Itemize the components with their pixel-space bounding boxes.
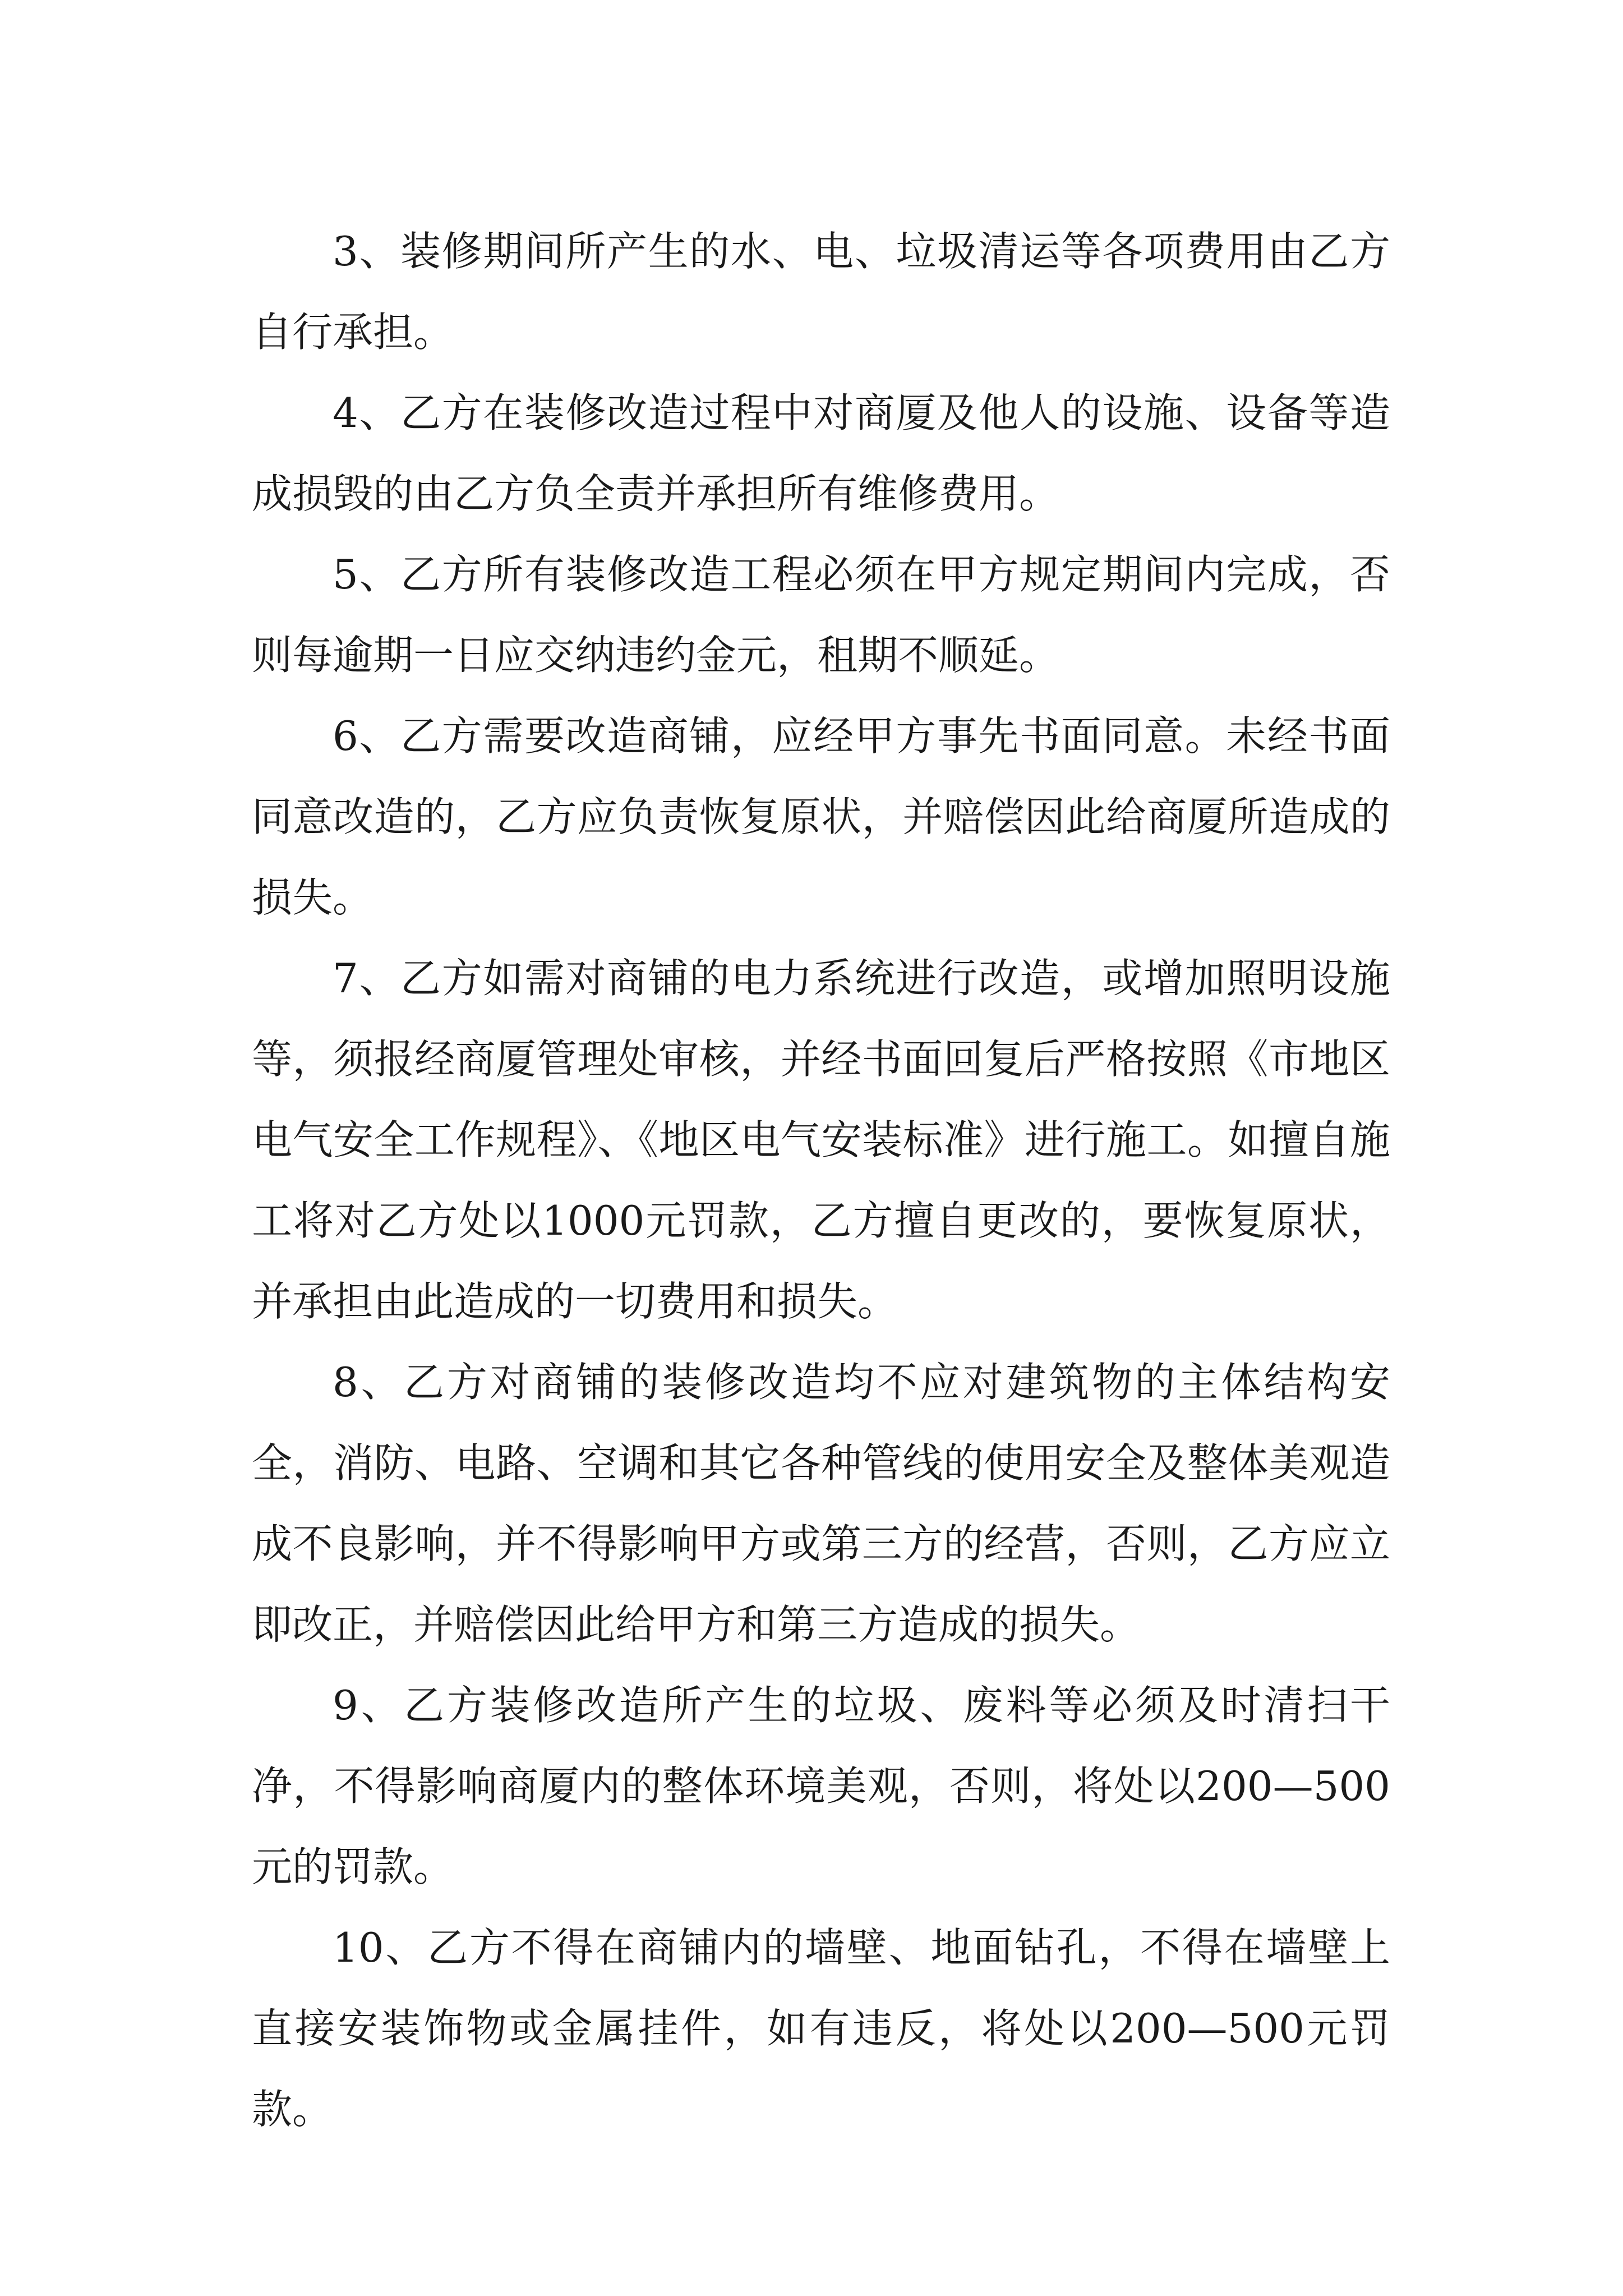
- paragraph-4: 4、乙方在装修改造过程中对商厦及他人的设施、设备等造成损毁的由乙方负全责并承担所有维修费用。: [252, 389, 1390, 517]
- paragraph-10: 10、乙方不得在商铺内的墙壁、地面钻孔，不得在墙壁上直接安装饰物或金属挂件，如有违反，将处以200—500元罚款。: [252, 1924, 1390, 2133]
- paragraph-6: 6、乙方需要改造商铺，应经甲方事先书面同意。未经书面同意改造的，乙方应负责恢复原状，并赔偿因此给商厦所造成的损失。: [252, 712, 1390, 921]
- paragraph-9: 9、乙方装修改造所产生的垃圾、废料等必须及时清扫干净，不得影响商厦内的整体环境美观，否则，将处以200—500元的罚款。: [252, 1682, 1390, 1890]
- paragraph-7: 7、乙方如需对商铺的电力系统进行改造，或增加照明设施等，须报经商厦管理处审核，并经书面回复后严格按照《市地区电气安全工作规程》、《地区电气安装标准》进行施工。如擅自施工将对乙方处以1000元罚款，乙方擅自更改的，要恢复原状，并承担由此造成的一切费用和损失。: [252, 955, 1390, 1325]
- paragraph-8: 8、乙方对商铺的装修改造均不应对建筑物的主体结构安全，消防、电路、空调和其它各种管线的使用安全及整体美观造成不良影响，并不得影响甲方或第三方的经营，否则，乙方应立即改正，并赔偿因此给甲方和第三方造成的损失。: [252, 1359, 1390, 1648]
- document-body: [252, 211, 1390, 2150]
- paragraph-5: 5、乙方所有装修改造工程必须在甲方规定期间内完成，否则每逾期一日应交纳违约金元，租期不顺延。: [252, 551, 1390, 679]
- paragraph-3: 3、装修期间所产生的水、电、垃圾清运等各项费用由乙方自行承担。: [252, 228, 1390, 356]
